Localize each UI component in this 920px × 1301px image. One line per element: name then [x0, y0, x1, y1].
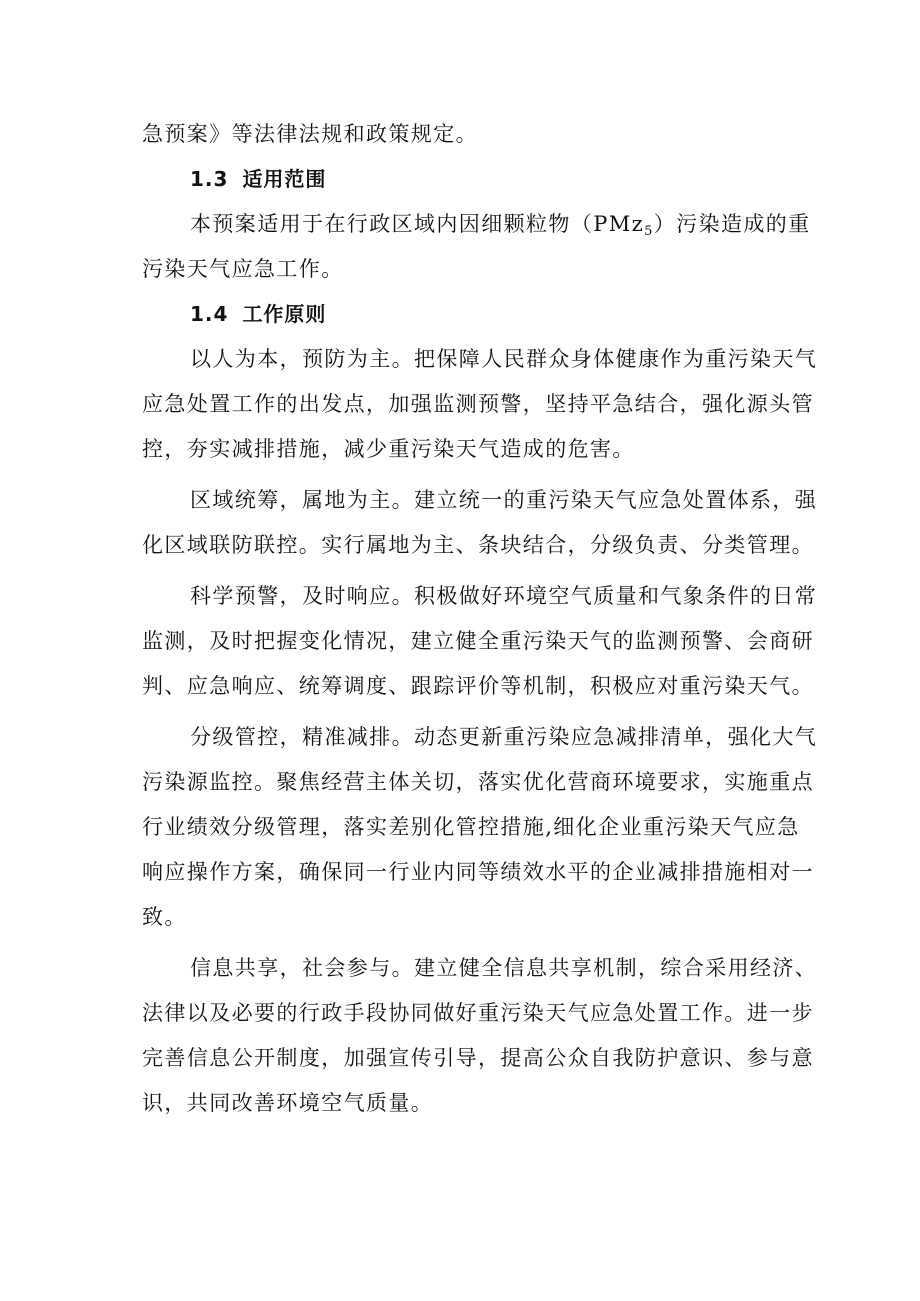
section-title: 工作原则: [242, 302, 327, 326]
paragraph-line: 监测，及时把握变化情况，建立健全重污染天气的监测预警、会商研: [142, 629, 814, 653]
paragraph-line: 科学预警，及时响应。积极做好环境空气质量和气象条件的日常: [190, 584, 818, 608]
paragraph-line: 区域统筹，属地为主。建立统一的重污染天气应急处置体系，强: [190, 488, 818, 512]
paragraph-line: [142, 202, 811, 247]
paragraph-line: 法律以及必要的行政手段协同做好重污染天气应急处置工作。进一步: [142, 1001, 814, 1025]
paragraph-line: 污染源监控。聚焦经营主体关切，落实优化营商环境要求，实施重点: [142, 770, 814, 794]
paragraph-line: 行业绩效分级管理，落实差别化管控措施,细化企业重污染天气应急: [142, 815, 800, 839]
paragraph-line: 响应操作方案，确保同一行业内同等绩效水平的企业减排措施相对一: [142, 860, 814, 884]
section-heading-1-4: [142, 292, 788, 337]
section-title: 适用范围: [242, 167, 327, 191]
paragraph-continuation: 急预案》等法律法规和政策规定。: [142, 122, 478, 146]
paragraph-scientific-warning: [142, 574, 818, 709]
section-heading-1-3: [142, 157, 788, 202]
paragraph-line: 控，夯实减排措施，减少重污染天气造成的危害。: [142, 437, 635, 461]
section-number: 1.4: [190, 302, 229, 326]
paragraph-line: 以人为本，预防为主。把保障人民群众身体健康作为重污染天气: [190, 347, 818, 371]
subscript: 5: [644, 224, 654, 239]
paragraph-information-sharing: [142, 946, 818, 1126]
section-number: 1.3: [190, 167, 229, 191]
paragraph-regional-coordination: [142, 478, 818, 568]
paragraph-people-first: [142, 337, 818, 472]
document-page: [142, 112, 818, 1126]
paragraph-graded-control: [142, 715, 818, 940]
paragraph-scope: [142, 202, 811, 292]
text-run: ）污染造成的重: [653, 212, 811, 236]
paragraph-line: 化区域联防联控。实行属地为主、条块结合，分级负责、分类管理。: [142, 533, 814, 557]
paragraph-line: 信息共享，社会参与。建立健全信息共享机制，综合采用经济、: [190, 956, 818, 980]
paragraph-line: 识，共同改善环境空气质量。: [142, 1091, 434, 1115]
paragraph-line: 完善信息公开制度，加强宣传引导，提高公众自我防护意识、参与意: [142, 1046, 814, 1070]
paragraph-line: 判、应急响应、统筹调度、跟踪评价等机制，积极应对重污染天气。: [142, 674, 814, 698]
paragraph-line: 污染天气应急工作。: [142, 257, 344, 281]
paragraph-line: 应急处置工作的出发点，加强监测预警，坚持平急结合，强化源头管: [142, 392, 814, 416]
text-run: 本预案适用于在行政区域内因细颗粒物（PMz: [190, 212, 645, 236]
paragraph-line: 分级管控，精准减排。动态更新重污染应急减排清单，强化大气: [190, 725, 818, 749]
paragraph-line: 致。: [142, 905, 187, 929]
